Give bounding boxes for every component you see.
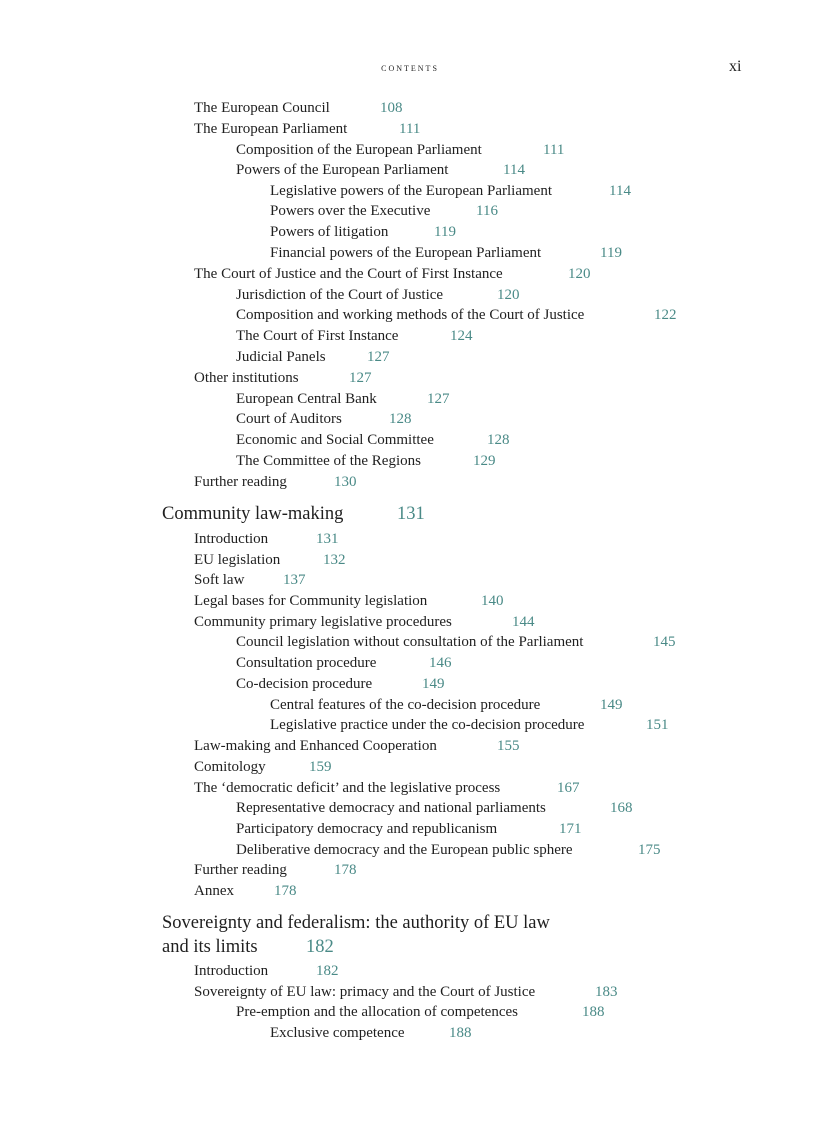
entry-page: 175 [638, 842, 661, 858]
entry-page: 132 [323, 552, 346, 568]
entry-page: 178 [274, 883, 297, 899]
entry-title: Jurisdiction of the Court of Justice [236, 287, 444, 303]
entry-title: Exclusive competence [270, 1025, 405, 1041]
entry-title: Annex [194, 883, 234, 899]
entry-title: Soft law [194, 572, 245, 588]
entry-title: Comitology [194, 759, 266, 775]
entry-title: Representative democracy and national parliaments [236, 800, 546, 816]
entry-page: 144 [512, 614, 535, 630]
entry-title: Community primary legislative procedures [194, 614, 452, 630]
entry-page: 108 [380, 100, 403, 116]
entry-title: Powers of the European Parliament [236, 162, 449, 178]
entry-title: Council legislation without consultation of the Parliament [236, 634, 584, 650]
entry-title: Legal bases for Community legislation [194, 593, 428, 609]
entry-title: Deliberative democracy and the European public sphere [236, 842, 573, 858]
entry-title: The Court of First Instance [236, 328, 399, 344]
entry-title: Other institutions [194, 370, 299, 386]
entry-title: Legislative practice under the co-decision procedure [270, 717, 585, 733]
entry-title: Participatory democracy and republicanism [236, 821, 498, 837]
running-header: contents [381, 62, 439, 74]
entry-page: 178 [334, 862, 357, 878]
entry-page: 140 [481, 593, 504, 609]
entry-title: Composition and working methods of the Court of Justice [236, 307, 585, 323]
entry-title: EU legislation [194, 552, 281, 568]
chapter-title: and its limits [162, 937, 258, 957]
entry-page: 114 [609, 183, 631, 199]
entry-title: Pre-emption and the allocation of competences [236, 1004, 518, 1020]
entry-title: Powers over the Executive [270, 203, 431, 219]
entry-title: The European Council [194, 100, 330, 116]
chapter-title: Sovereignty and federalism: the authority of EU law [162, 913, 550, 933]
entry-title: Further reading [194, 862, 287, 878]
entry-page: 146 [429, 655, 452, 671]
entry-title: Further reading [194, 474, 287, 490]
entry-title: Economic and Social Committee [236, 432, 434, 448]
entry-title: Co-decision procedure [236, 676, 373, 692]
page-number: xi [729, 58, 742, 75]
entry-title: The Committee of the Regions [236, 453, 421, 469]
entry-page: 188 [449, 1025, 472, 1041]
entry-page: 120 [497, 287, 520, 303]
entry-title: Composition of the European Parliament [236, 142, 482, 158]
entry-page: 155 [497, 738, 520, 754]
entry-page: 167 [557, 780, 580, 796]
entry-title: Consultation procedure [236, 655, 377, 671]
entry-page: 137 [283, 572, 306, 588]
entry-page: 151 [646, 717, 669, 733]
entry-title: Central features of the co-decision procedure [270, 697, 541, 713]
entry-page: 127 [427, 391, 450, 407]
entry-title: Powers of litigation [270, 224, 389, 240]
entry-title: Judicial Panels [236, 349, 326, 365]
entry-title: The European Parliament [194, 121, 348, 137]
entry-page: 145 [653, 634, 676, 650]
entry-page: 149 [422, 676, 445, 692]
entry-page: 111 [543, 142, 565, 158]
entry-title: The Court of Justice and the Court of First Instance [194, 266, 503, 282]
entry-page: 149 [600, 697, 623, 713]
entry-page: 127 [349, 370, 372, 386]
entry-page: 129 [473, 453, 496, 469]
entry-page: 119 [434, 224, 456, 240]
entry-page: 111 [399, 121, 421, 137]
entry-title: European Central Bank [236, 391, 377, 407]
chapter-title: Community law-making [162, 504, 344, 524]
entry-page: 128 [389, 411, 412, 427]
entry-page: 159 [309, 759, 332, 775]
entry-page: 130 [334, 474, 357, 490]
entry-page: 120 [568, 266, 591, 282]
entry-page: 119 [600, 245, 622, 261]
entry-page: 188 [582, 1004, 605, 1020]
entry-title: Sovereignty of EU law: primacy and the Court of Justice [194, 984, 536, 1000]
entry-title: The ‘democratic deficit’ and the legislative process [194, 780, 501, 796]
entry-page: 127 [367, 349, 390, 365]
chapter-page: 182 [306, 937, 334, 957]
entry-title: Introduction [194, 963, 269, 979]
entry-page: 122 [654, 307, 677, 323]
entry-title: Law-making and Enhanced Cooperation [194, 738, 437, 754]
entry-title: Legislative powers of the European Parliament [270, 183, 552, 199]
entry-page: 183 [595, 984, 618, 1000]
entry-page: 124 [450, 328, 473, 344]
entry-page: 171 [559, 821, 582, 837]
entry-page: 114 [503, 162, 525, 178]
entry-page: 128 [487, 432, 510, 448]
entry-page: 116 [476, 203, 498, 219]
chapter-page: 131 [397, 504, 425, 524]
entry-page: 182 [316, 963, 339, 979]
entry-title: Financial powers of the European Parliament [270, 245, 542, 261]
entry-title: Introduction [194, 531, 269, 547]
entry-page: 131 [316, 531, 339, 547]
entry-page: 168 [610, 800, 633, 816]
entry-title: Court of Auditors [236, 411, 342, 427]
